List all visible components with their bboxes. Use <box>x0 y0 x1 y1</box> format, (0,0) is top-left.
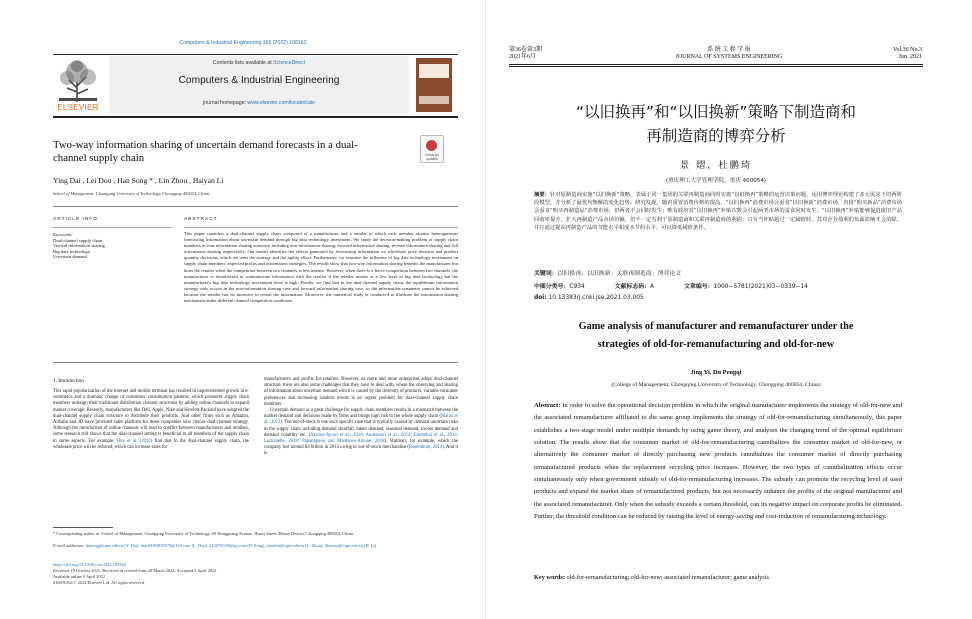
intro-text: This rapid popularization of the internet and mobile terminal has resulted in unprecedented growth in e-commerce and a dramatic change of customers' consumption patterns, which promotes supply chain members redesign their traditional distribution channel structures by adding online channels to expand market coverage. Recently, manufacturers like Dell, Apple, Nike and Hewlett-Packard have adopted the dual-channel supply chain structure to distribute their products. And other firms such as Amazon, Alibaba and JD have provided sales platform for these companies who choose dual-channel strategy. Although the introduction of online channels will lead to conflict between manufacturers and retailers, some research still shows that the dual-channel setting is beneficial to all members of the supply chain in some aspects. For example, <box>53 389 249 444</box>
copyright-line: 0360-8352/© 2022 Elsevier Ltd. All rights reserved. <box>53 580 145 585</box>
footnote-rule <box>53 527 113 528</box>
volume-date: Jun. 2021 <box>898 54 922 61</box>
english-keywords <box>534 574 914 581</box>
homepage-prefix: journal homepage: <box>203 100 248 106</box>
check-for-updates-label: Check for updates <box>425 153 439 161</box>
keyword-item: Vertical information sharing <box>53 243 105 248</box>
author-affiliation: School of Management, Chongqing University of Technology, Chongqing 400054, China <box>53 191 209 196</box>
keywords-heading: Keywords: <box>53 232 73 237</box>
available-online: Available online 9 April 2022 <box>53 574 106 579</box>
classification-line <box>534 281 808 290</box>
journal-name-cn: 系 统 工 程 学 报 <box>707 47 751 53</box>
english-abstract-text: In order to solve the operational decision problem in which the original manufacturer implements the strategy of old-for-new and the associated remanufacturer affiliated to the same group implements the strategy of old-for-remanufacturing simultaneously, this paper establishes a two-stage model under multiple demands by using game theory, and analyses the changing trend of the optimal equilibrium solution. The results show that the consumer market of old-for-remanufacturing cannibalizes the consumer market of old-for-new, or alternatively the consumer market of directly purchasing new products cannibalizes the consumer market of directly purchasing remanufactured products when the replacement recycling price increases. However, the two types of cannibalization effects occur simultaneously only when government subsidy of old-for-remanufacturing increases. The subsidy can promote the recycling level of used products and expand the market share of remanufactured products, but not necessarily enhance the profits of the original manufacturer and the associated remanufacturer. Only when the subsidy exceeds a certain threshold, can its negative impact on corporate profits be eliminated. Further, the threshold condition can be reduced by raising the level of energy-saving and cost-reduction of remanufacturing technology. <box>534 402 902 521</box>
received-dates: Received 19 October 2021; Received in revised form 20 March 2022; Accepted 5 April 2022 <box>53 568 217 573</box>
english-title <box>486 318 946 354</box>
chinese-keywords-label: 关键词： <box>534 271 558 277</box>
header-top-rule <box>53 54 458 55</box>
citation-link[interactable]: Hua et al. (2010) <box>116 438 153 444</box>
journal-name-en: JOURNAL OF SYSTEMS ENGINEERING <box>675 54 783 61</box>
intro-text: ). Walmart, for example, which the company lost around $3 billion in 2013 owing to out-of-stock merchandise ( <box>264 439 458 451</box>
header-rule-thin <box>509 66 923 67</box>
chinese-authors: 景 熠，杜鹏琦 <box>679 160 753 171</box>
chinese-keywords <box>534 268 681 277</box>
article-no-value: 1000−5781(2021)03−0339−14 <box>713 284 808 290</box>
header-bottom-rule <box>53 116 458 118</box>
chinese-abstract-label: 摘要： <box>534 192 550 198</box>
english-title-line: strategies of old-for-remanufacturing and old-for-new <box>597 339 835 350</box>
keyword-item: Uncertain demand <box>53 254 87 259</box>
citation-link[interactable]: Rosenblum, 2014 <box>408 445 443 451</box>
abstract-rule <box>184 227 458 228</box>
chinese-title-line: “以旧换再”和“以旧换新”策略下制造商和 <box>575 103 857 121</box>
update-check-icon <box>426 140 437 151</box>
homepage-link[interactable]: www.elsevier.com/locate/caie <box>247 100 315 106</box>
doi-value[interactable]: 10.13383/j.cnki.jse.2021.03.005 <box>548 295 644 301</box>
journal-title: Computers & Industrial Engineering <box>178 75 340 86</box>
introduction-column-1 <box>53 389 249 451</box>
publisher-wordmark: ELSEVIER <box>57 103 99 112</box>
doi-label: doi: <box>534 295 547 301</box>
elsevier-tree-icon <box>55 58 101 102</box>
contents-line <box>109 60 409 66</box>
volume-issue: 第36卷第3期 <box>509 47 543 53</box>
header-rule <box>509 64 923 65</box>
chinese-affiliation: (重庆理工大学管理学院，重庆 400054) <box>665 178 767 184</box>
email-prefix: E-mail addresses: <box>53 543 86 548</box>
affiliation-rule <box>53 206 458 207</box>
doi-line <box>534 295 644 301</box>
introduction-column-2 <box>264 377 458 458</box>
citation-link[interactable]: Mahar et al., 2012 <box>264 414 458 426</box>
chinese-abstract-text: 针对原制造商实施“以旧换新”策略，表属于同一集团的关联再制造商同时实施“以旧换再”策略的运营决策问题，运用博弈理论构建了多元需求下的两阶段模型，并分析了最优均衡解的变化趋势。研究发现，随着重置消费价格的提高，“以旧换再”消费市场会蚕食“以旧换新”消费市场，直接“购买新品”消费市场会蚕食“购买再制造品”消费市场，但两者不会同时发生；唯有政府对“以旧换再”补贴次数会引起两类市场的蚕食同时发生；“以旧换再”补贴能够促进废旧产品回收率提升，扩大再制造产品市场份额，但不一定有利于原制造商和关联再制造商的利润；只有当补贴超过一定阈值时，其对企业盈利的负面影响才会消除，并且通过提高再制造产品的节能水平和成本节约水平，可以降低阈值条件。 <box>534 192 902 231</box>
abstract-end-rule <box>53 362 458 363</box>
article-no-label: 文章编号： <box>684 284 714 290</box>
clc-value: C934 <box>569 284 585 290</box>
email-links[interactable]: daiying@cqut.edu.cn (Y. Dai), dou18093839578@163.com (L. Dou), 213078359@qq.com (H. Song), zhoulin@cqut.edu.cn (L. Zhou), lihaiyan@cqut.edu.cn (H. Li). <box>85 543 378 548</box>
chinese-keywords-text: 以旧换再；以旧换新；关联再制造商；博弈论文 <box>557 271 682 277</box>
journal-banner <box>109 56 409 114</box>
english-title-line: Game analysis of manufacturer and remanufacturer under the <box>578 321 854 332</box>
article-info-rule <box>53 227 171 228</box>
english-authors: Jing Yi, Du Pengqi <box>690 369 742 376</box>
keywords-block <box>53 232 171 260</box>
homepage-line <box>109 100 409 106</box>
right-paper-page <box>486 0 972 619</box>
abstract-text: This paper considers a dual-channel supply chain composed of a manufacturer and a retailer in which each member obtains heterogeneous forecasting information about uncertain demand through big data technology investment. We study the decision-making problem of supply chain members in four information sharing scenarios including non-information sharing, forward information sharing, reverse information sharing and full information sharing respectively. Our model identifies the effects generated by forecasting information on wholesale price decision and product quantity decisions, which we term the strategy and the agility effect. Furthermore, we examine the influence of big data technology investment on supply chain members' expected profits and information strategies. The results show that two-way information sharing benefits the manufacturer but hurts the retailer when the competition between two channels is less intense. However, when there is a fierce competition between two channels, the manufacturer is incentivized to communicate information with the retailer if the retailer invests at a low level in big data technology but the manufacturer's big data technology investment level is high. Finally, we find that in the dual-channel supply chain, the equilibrium information strategy only occurs in the non-information sharing case and forward information sharing case, so the information-symmetry cannot be achieved because the retailer has no incentive to reveal the information. Moreover, the numerical study is conducted to illustrate the information sharing mechanism under different channel competition conditions. <box>184 231 458 304</box>
contents-prefix: Contents lists available at <box>212 60 274 66</box>
intro-text: find that in the dual-channel supply chain, the wholesale price will be reduced, which can increase sales for <box>53 438 250 450</box>
corresponding-author-note: * Corresponding author at: School of Management, Chongqing University of Technology, 69 Hongguang Avenue, Huaxi Street, Banan District, Chongqing 400054, China. <box>53 531 354 536</box>
journal-header <box>53 54 458 118</box>
intro-text: ). The out-of-stock is one such specific case that is typically caused by demand uncertain risks in the supply chain including demand shortfall, latent demand, seasonal demand, excess demand and demand volatility etc. ( <box>264 420 458 438</box>
doi-url[interactable]: https://doi.org/10.1016/j.cie.2022.108162 <box>53 562 126 567</box>
cover-title-band <box>419 64 449 78</box>
english-keywords-text: old-for-remanufacturing; old-for-new; associated remanufacturer; game analysis <box>566 574 769 581</box>
keyword-item: Big data technology <box>53 248 90 254</box>
article-info-heading: ARTICLE INFO <box>53 217 98 222</box>
journal-reference[interactable]: Computers & Industrial Engineering 169 (2022) 108162 <box>179 40 307 46</box>
email-addresses <box>53 543 458 549</box>
volume-info <box>893 47 922 62</box>
abstract-heading: ABSTRACT <box>184 217 218 222</box>
chinese-title <box>486 100 946 148</box>
issue-date: 2021年6月 <box>509 54 537 61</box>
intro-paragraph: manufacturers and profits for retailers. However, as more and more enterprises adopt dual-channel structure, there are also some challenges that they have to deal with, where the observing and sharing of information about uncertain demand which is caused by the diversity of products, variable consumer preferences and increasing random events is an urgent problem for dual-channel supply chain members. <box>264 377 458 407</box>
chinese-abstract <box>534 191 902 232</box>
volume-number: Vol.36 No.3 <box>892 47 922 53</box>
intro-text: ). And it is <box>264 445 458 457</box>
doi-link <box>53 562 458 568</box>
english-abstract <box>534 400 902 523</box>
doc-code-label: 文献标志码： <box>614 284 651 290</box>
keyword-item: Dual-channel supply chain <box>53 237 103 243</box>
english-abstract-label: Abstract: <box>534 402 561 409</box>
elsevier-logo <box>55 58 101 112</box>
citation-link[interactable]: Akrouo-Ayuso et al., 2018; Andersson et al., 2014; Ehrenthal et al., 2014; Lachapelle, 2018; Papanagnou and Matthews-Amune, 2018 <box>264 432 458 445</box>
clc-label: 中图分类号： <box>534 284 570 290</box>
intro-text: Uncertain demand as a great challenge for supply chain members results in a mismatch between the market demand and decisions made by firms and brings high risk to the whole supply chain ( <box>264 408 458 420</box>
english-affiliation: (College of Management, Chongqing University of Technology, Chongqing 400054, China) <box>611 382 821 388</box>
doc-code-value: A <box>650 284 655 290</box>
author-list: Ying Dai , Lei Dou , Han Song * , Lin Zhou , Haiyan Li <box>53 176 224 185</box>
cover-footer-band <box>419 96 449 104</box>
english-keywords-label: Key words: <box>534 574 565 581</box>
check-for-updates-badge[interactable] <box>420 135 444 163</box>
intro-paragraph <box>264 408 458 458</box>
sciencedirect-link[interactable]: ScienceDirect <box>273 60 306 66</box>
chinese-title-line: 再制造商的博弈分析 <box>646 127 786 145</box>
introduction-heading: 1. Introduction <box>53 378 84 384</box>
article-title: Two-way information sharing of uncertain demand forecasts in a dual-channel supply chain <box>53 139 358 164</box>
journal-cover-thumbnail <box>416 58 452 112</box>
